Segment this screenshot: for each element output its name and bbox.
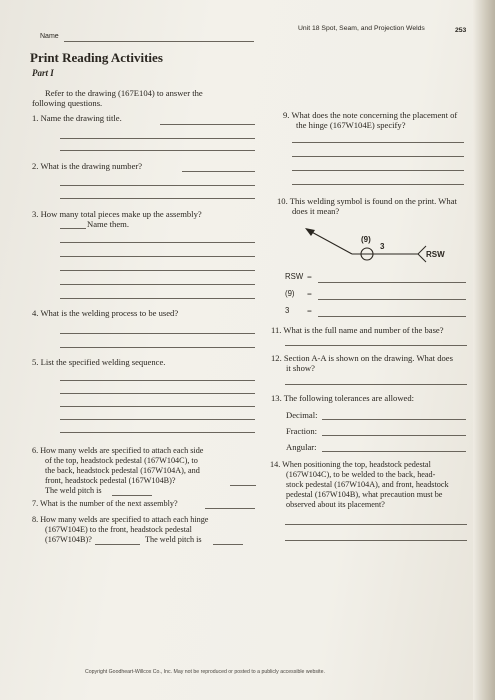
answer-line[interactable] [60,284,255,285]
answer-line[interactable] [285,345,467,346]
answer-line[interactable] [60,270,255,271]
answer-line[interactable] [292,156,464,157]
question-4: 4. What is the welding process to be used? [32,308,179,318]
question-6: 6. How many welds are specified to attach each side [32,446,204,455]
question-13: 13. The following tolerances are allowed: [271,393,415,403]
name-line[interactable] [64,41,254,42]
symbol-answer-label: (9) [285,289,295,298]
copyright-footer: Copyright Goodheart-Willcox Co., Inc. May not be reproduced or posted to a publicly accessible website. [85,669,325,675]
answer-line[interactable] [160,124,255,125]
question-14-line: pedestal (167W104B), what precaution must be [286,490,443,499]
question-8-line: The weld pitch is [145,535,202,544]
answer-line[interactable] [60,406,255,407]
answer-line[interactable] [292,184,464,185]
symbol-count: (9) [361,235,371,244]
answer-line[interactable] [60,432,255,433]
welding-symbol [300,222,460,277]
question-6-line: of the top, headstock pedestal (167W104C), to [45,456,198,465]
question-14-line: (167W104C), to be welded to the back, head- [286,470,436,479]
answer-line[interactable] [60,333,255,334]
equals-sign: = [307,306,312,316]
answer-line[interactable] [213,544,243,545]
answer-line[interactable] [60,380,255,381]
name-label: Name [40,33,59,40]
tolerance-label: Angular: [286,442,317,452]
answer-line[interactable] [182,171,255,172]
part-heading: Part I [32,68,54,78]
answer-line[interactable] [318,282,466,283]
question-3-line: Name them. [87,219,129,229]
question-1: 1. Name the drawing title. [32,113,122,123]
question-12-line: it show? [286,363,315,373]
question-2: 2. What is the drawing number? [32,161,143,171]
answer-line[interactable] [285,540,467,541]
answer-line[interactable] [95,544,140,545]
page-title: Print Reading Activities [30,50,163,65]
question-8-line: (167W104E) to the front, headstock pedestal [45,525,192,534]
symbol-answer-label: RSW [285,272,304,281]
answer-line[interactable] [60,393,255,394]
answer-line[interactable] [60,228,86,229]
answer-line[interactable] [318,316,466,317]
tolerance-label: Fraction: [286,426,318,436]
answer-line[interactable] [60,185,255,186]
answer-line[interactable] [322,435,466,436]
tail-line [418,254,426,262]
symbol-answer-label: 3 [285,306,290,315]
symbol-pitch: 3 [380,242,385,251]
answer-line[interactable] [60,150,255,151]
question-9: 9. What does the note concerning the placement of [283,110,458,120]
question-10-line: does it mean? [292,206,340,216]
answer-line[interactable] [60,419,255,420]
equals-sign: = [307,272,312,282]
answer-line[interactable] [285,524,467,525]
question-14: 14. When positioning the top, headstock pedestal [270,460,431,469]
question-6-line: the back, headstock pedestal (167W104A), and [45,466,200,475]
tail-line [418,246,426,254]
intro-line: following questions. [32,98,103,108]
question-14-line: observed about its placement? [286,500,385,509]
question-7: 7. What is the number of the next assembly? [32,499,178,508]
answer-line[interactable] [60,256,255,257]
answer-line[interactable] [60,138,255,139]
answer-line[interactable] [285,384,467,385]
question-3: 3. How many total pieces make up the assembly? [32,209,202,219]
answer-line[interactable] [112,495,152,496]
tolerance-label: Decimal: [286,410,318,420]
question-11: 11. What is the full name and number of the base? [271,325,444,335]
arrow-head [305,228,315,236]
answer-line[interactable] [322,419,466,420]
question-6-line: front, headstock pedestal (167W104B)? [45,476,176,485]
answer-line[interactable] [60,198,255,199]
answer-line[interactable] [60,242,255,243]
answer-line[interactable] [292,142,464,143]
arrow-leader [308,230,352,254]
intro-line: Refer to the drawing (167E104) to answer the [45,88,203,98]
question-12: 12. Section A-A is shown on the drawing. What does [271,353,453,363]
answer-line[interactable] [322,451,466,452]
question-10: 10. This welding symbol is found on the print. What [277,196,457,206]
book-spine-shadow [473,0,495,700]
unit-title: Unit 18 Spot, Seam, and Projection Welds [298,25,425,32]
equals-sign: = [307,289,312,299]
question-8: 8. How many welds are specified to attach each hinge [32,515,209,524]
answer-line[interactable] [230,485,256,486]
answer-line[interactable] [292,170,464,171]
question-6-line: The weld pitch is [45,486,102,495]
symbol-process: RSW [426,250,445,259]
question-8-line: (167W104B)? [45,535,92,544]
question-9-line: the hinge (167W104E) specify? [296,120,406,130]
question-5: 5. List the specified welding sequence. [32,357,166,367]
answer-line[interactable] [60,347,255,348]
answer-line[interactable] [60,298,255,299]
answer-line[interactable] [205,508,255,509]
question-14-line: stock pedestal (167W104A), and front, headstock [286,480,449,489]
page-number: 253 [455,27,467,34]
answer-line[interactable] [318,299,466,300]
